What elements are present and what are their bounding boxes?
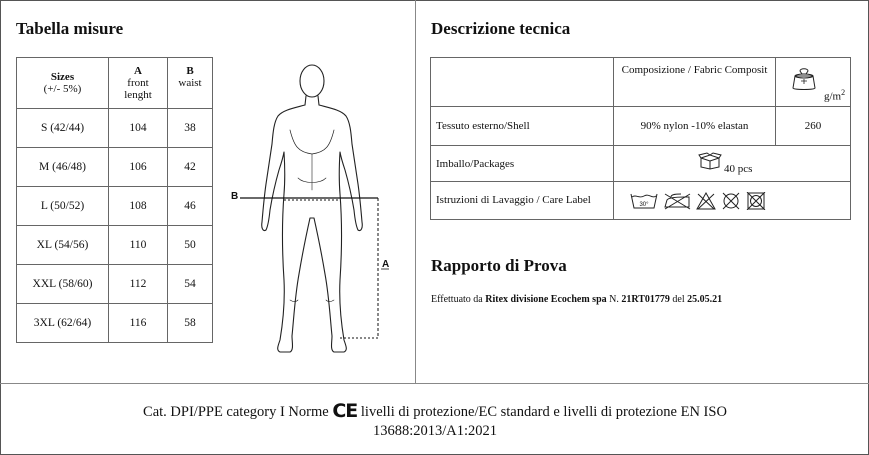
- front-length-cell: 108: [109, 187, 168, 226]
- size-cell: L (50/52): [17, 187, 109, 226]
- weight-header: [776, 58, 851, 107]
- size-table-title: Tabella misure: [16, 19, 124, 38]
- table-row: [17, 109, 213, 148]
- packages-value-cell: [614, 146, 851, 182]
- size-cell: XL (54/56): [17, 226, 109, 265]
- size-cell: XXL (58/60): [17, 265, 109, 304]
- package-box-icon: [698, 152, 722, 170]
- label-a: A: [382, 259, 390, 270]
- size-table: [16, 57, 213, 343]
- report-text: Effettuato da Ritex divisione Ecochem spa N. 21RT01779 del 25.05.21: [431, 294, 723, 305]
- care-label: Istruzioni di Lavaggio / Care Label: [431, 182, 614, 220]
- waist-cell: 42: [168, 148, 213, 187]
- size-cell: 3XL (62/64): [17, 304, 109, 343]
- wash-30-icon: [630, 192, 658, 210]
- shell-label: Tessuto esterno/Shell: [431, 107, 614, 146]
- table-row: [431, 182, 851, 220]
- do-not-dry-clean-icon: [721, 192, 741, 210]
- do-not-tumble-dry-icon: [746, 192, 766, 210]
- table-row: [17, 187, 213, 226]
- shell-composition: 90% nylon -10% elastan: [614, 107, 776, 146]
- ce-mark: CE: [332, 400, 358, 422]
- front-length-cell: 116: [109, 304, 168, 343]
- front-length-cell: 112: [109, 265, 168, 304]
- do-not-iron-icon: [663, 192, 691, 210]
- tech-table: [430, 57, 851, 220]
- header-front-length: A front lenght: [109, 58, 168, 109]
- certification-footer: Cat. DPI/PPE category I Norme CE livelli di protezione/EC standard e livelli di protezione EN ISO 13688:2013/A1:2021: [143, 400, 727, 439]
- table-row: [17, 226, 213, 265]
- table-row: [17, 148, 213, 187]
- table-row: [431, 146, 851, 182]
- label-b: B: [231, 191, 239, 202]
- table-row: [17, 304, 213, 343]
- tech-title: Descrizione tecnica: [431, 19, 571, 38]
- empty-cell: [431, 58, 614, 107]
- svg-text:30°: 30°: [639, 201, 649, 208]
- report-title: Rapporto di Prova: [431, 256, 567, 275]
- table-row: [17, 265, 213, 304]
- column-divider: [415, 0, 416, 383]
- size-table-header: [17, 58, 213, 109]
- waist-cell: 54: [168, 265, 213, 304]
- table-row: [431, 107, 851, 146]
- size-cell: S (42/44): [17, 109, 109, 148]
- care-icons-cell: [614, 182, 851, 220]
- front-length-cell: 110: [109, 226, 168, 265]
- header-waist: B waist: [168, 58, 213, 109]
- footer-divider: [0, 383, 869, 384]
- front-length-cell: 104: [109, 109, 168, 148]
- packages-count: 40 pcs: [724, 162, 753, 175]
- tech-header-row: [431, 58, 851, 107]
- composition-header: Composizione / Fabric Composit: [614, 58, 776, 107]
- size-cell: M (46/48): [17, 148, 109, 187]
- waist-cell: 38: [168, 109, 213, 148]
- weight-unit: $g/m^2$: [824, 87, 846, 103]
- shell-weight: 260: [776, 107, 851, 146]
- waist-cell: 58: [168, 304, 213, 343]
- weight-icon: [790, 66, 818, 92]
- waist-cell: 46: [168, 187, 213, 226]
- waist-cell: 50: [168, 226, 213, 265]
- body-measurement-figure: [228, 60, 398, 370]
- front-length-cell: 106: [109, 148, 168, 187]
- packages-label: Imballo/Packages: [431, 146, 614, 182]
- do-not-bleach-icon: [696, 192, 716, 210]
- header-sizes: Sizes (+/- 5%): [17, 58, 109, 109]
